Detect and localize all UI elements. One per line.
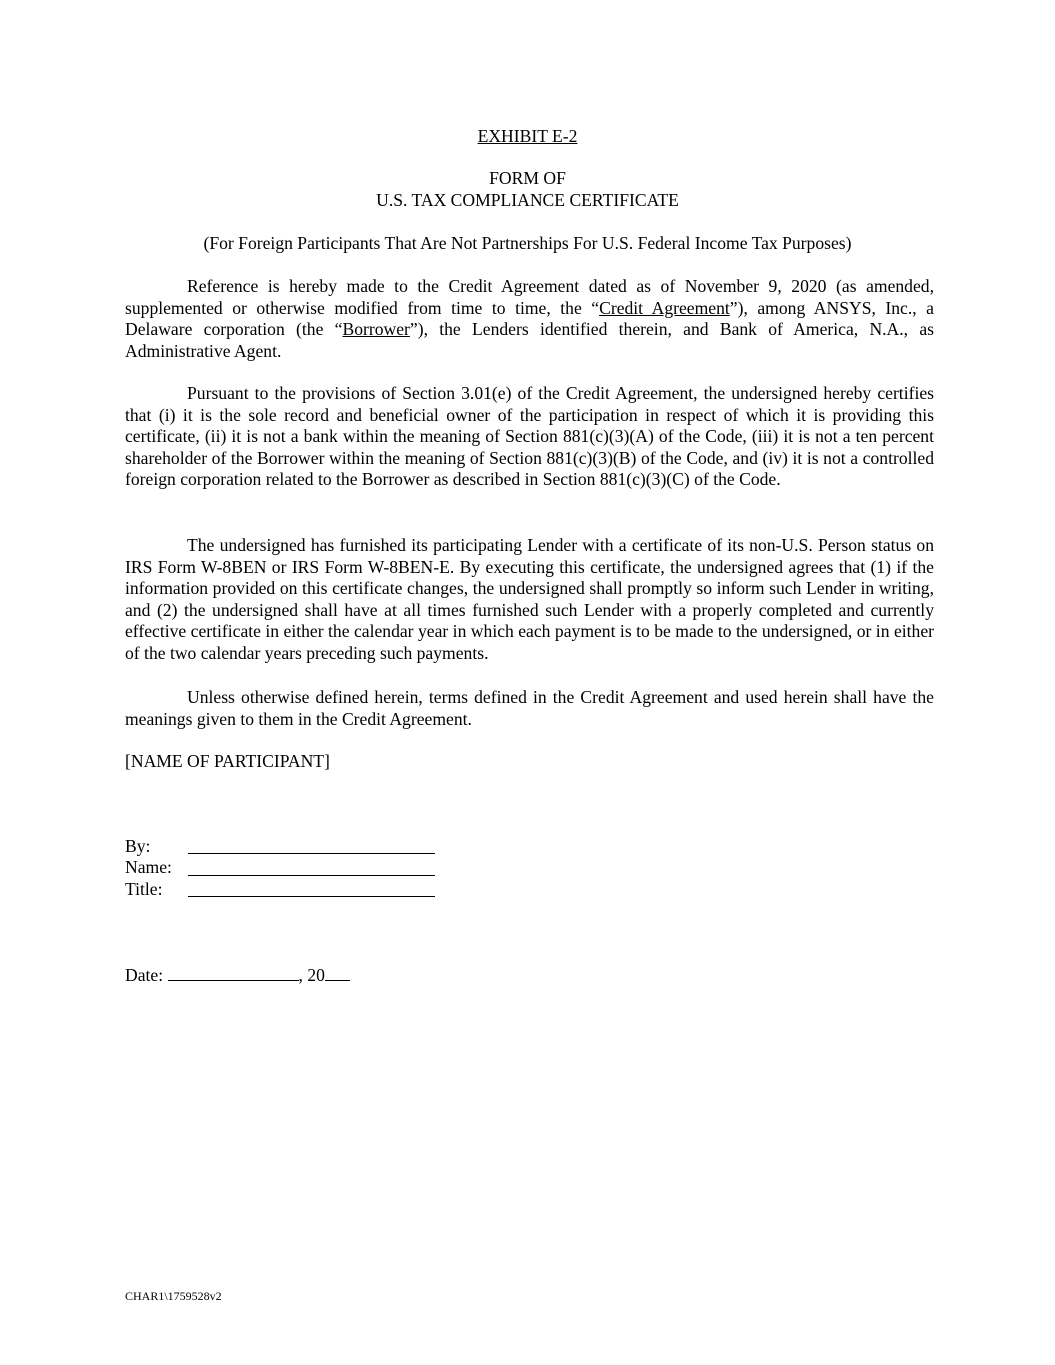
name-label: Name: (125, 857, 172, 877)
date-year-prefix: , 20 (298, 965, 325, 985)
defined-term-credit-agreement: Credit Agreement (599, 297, 730, 318)
name-signature-line[interactable] (188, 875, 435, 876)
form-of-heading: FORM OF (489, 168, 566, 188)
paragraph-definitions: Unless otherwise defined herein, terms defined in the Credit Agreement and used herein shall have the meanings given to them in the Credit Agreement. (125, 687, 934, 729)
title-label: Title: (125, 879, 163, 899)
date-label: Date: (125, 965, 164, 985)
exhibit-title-text: EXHIBIT E-2 (477, 126, 578, 146)
paragraph-reference-part2: ”), among ANSYS, Inc., a Delaware corporation (the “ (125, 297, 934, 340)
date-year-blank[interactable] (325, 965, 350, 981)
date-line (125, 965, 350, 987)
paragraph-furnished-certificate: The undersigned has furnished its participating Lender with a certificate of its non-U.S. Person status on IRS Form W-8BEN or IRS Form W-8BEN-E. By executing this certificate, the undersigned agrees that (1) if the information provided on this certificate changes, the undersigned shall promptly so inform such Lender in writing, and (2) the undersigned shall have at all times furnished such Lender with a properly completed and currently effective certificate in either the calendar year in which each payment is to be made to the undersigned, or in either of the two calendar years preceding such payments. (125, 535, 934, 663)
date-blank[interactable] (168, 965, 299, 981)
certificate-title: U.S. TAX COMPLIANCE CERTIFICATE (376, 190, 679, 210)
paragraph-reference (125, 276, 934, 362)
exhibit-title (0, 126, 1055, 148)
subtitle: (For Foreign Participants That Are Not Partnerships For U.S. Federal Income Tax Purposes) (203, 233, 852, 253)
by-signature-line[interactable] (188, 853, 435, 854)
participant-name: [NAME OF PARTICIPANT] (125, 751, 330, 771)
footer-document-reference: CHAR1\1759528v2 (125, 1289, 222, 1303)
paragraph-reference-part3: ”), the Lenders identified therein, and Bank of America, N.A., as Administrative Agent. (125, 319, 934, 361)
by-label: By: (125, 836, 151, 856)
paragraph-reference-part1: Reference is hereby made to the Credit Agreement dated as of November 9, 2020 (as amended, supplemented or otherwise modified from time to time, the “ (125, 276, 934, 318)
title-signature-line[interactable] (188, 896, 435, 897)
paragraph-certification: Pursuant to the provisions of Section 3.01(e) of the Credit Agreement, the undersigned hereby certifies that (i) it is the sole record and beneficial owner of the participation in respect of which it is providing this certificate, (ii) it is not a bank within the meaning of Section 881(c)(3)(A) of the Code, (iii) it is not a ten percent shareholder of the Borrower within the meaning of Section 881(c)(3)(B) of the Code, and (iv) it is not a controlled foreign corporation related to the Borrower as described in Section 881(c)(3)(C) of the Code. (125, 383, 934, 490)
defined-term-borrower: Borrower (342, 319, 410, 340)
